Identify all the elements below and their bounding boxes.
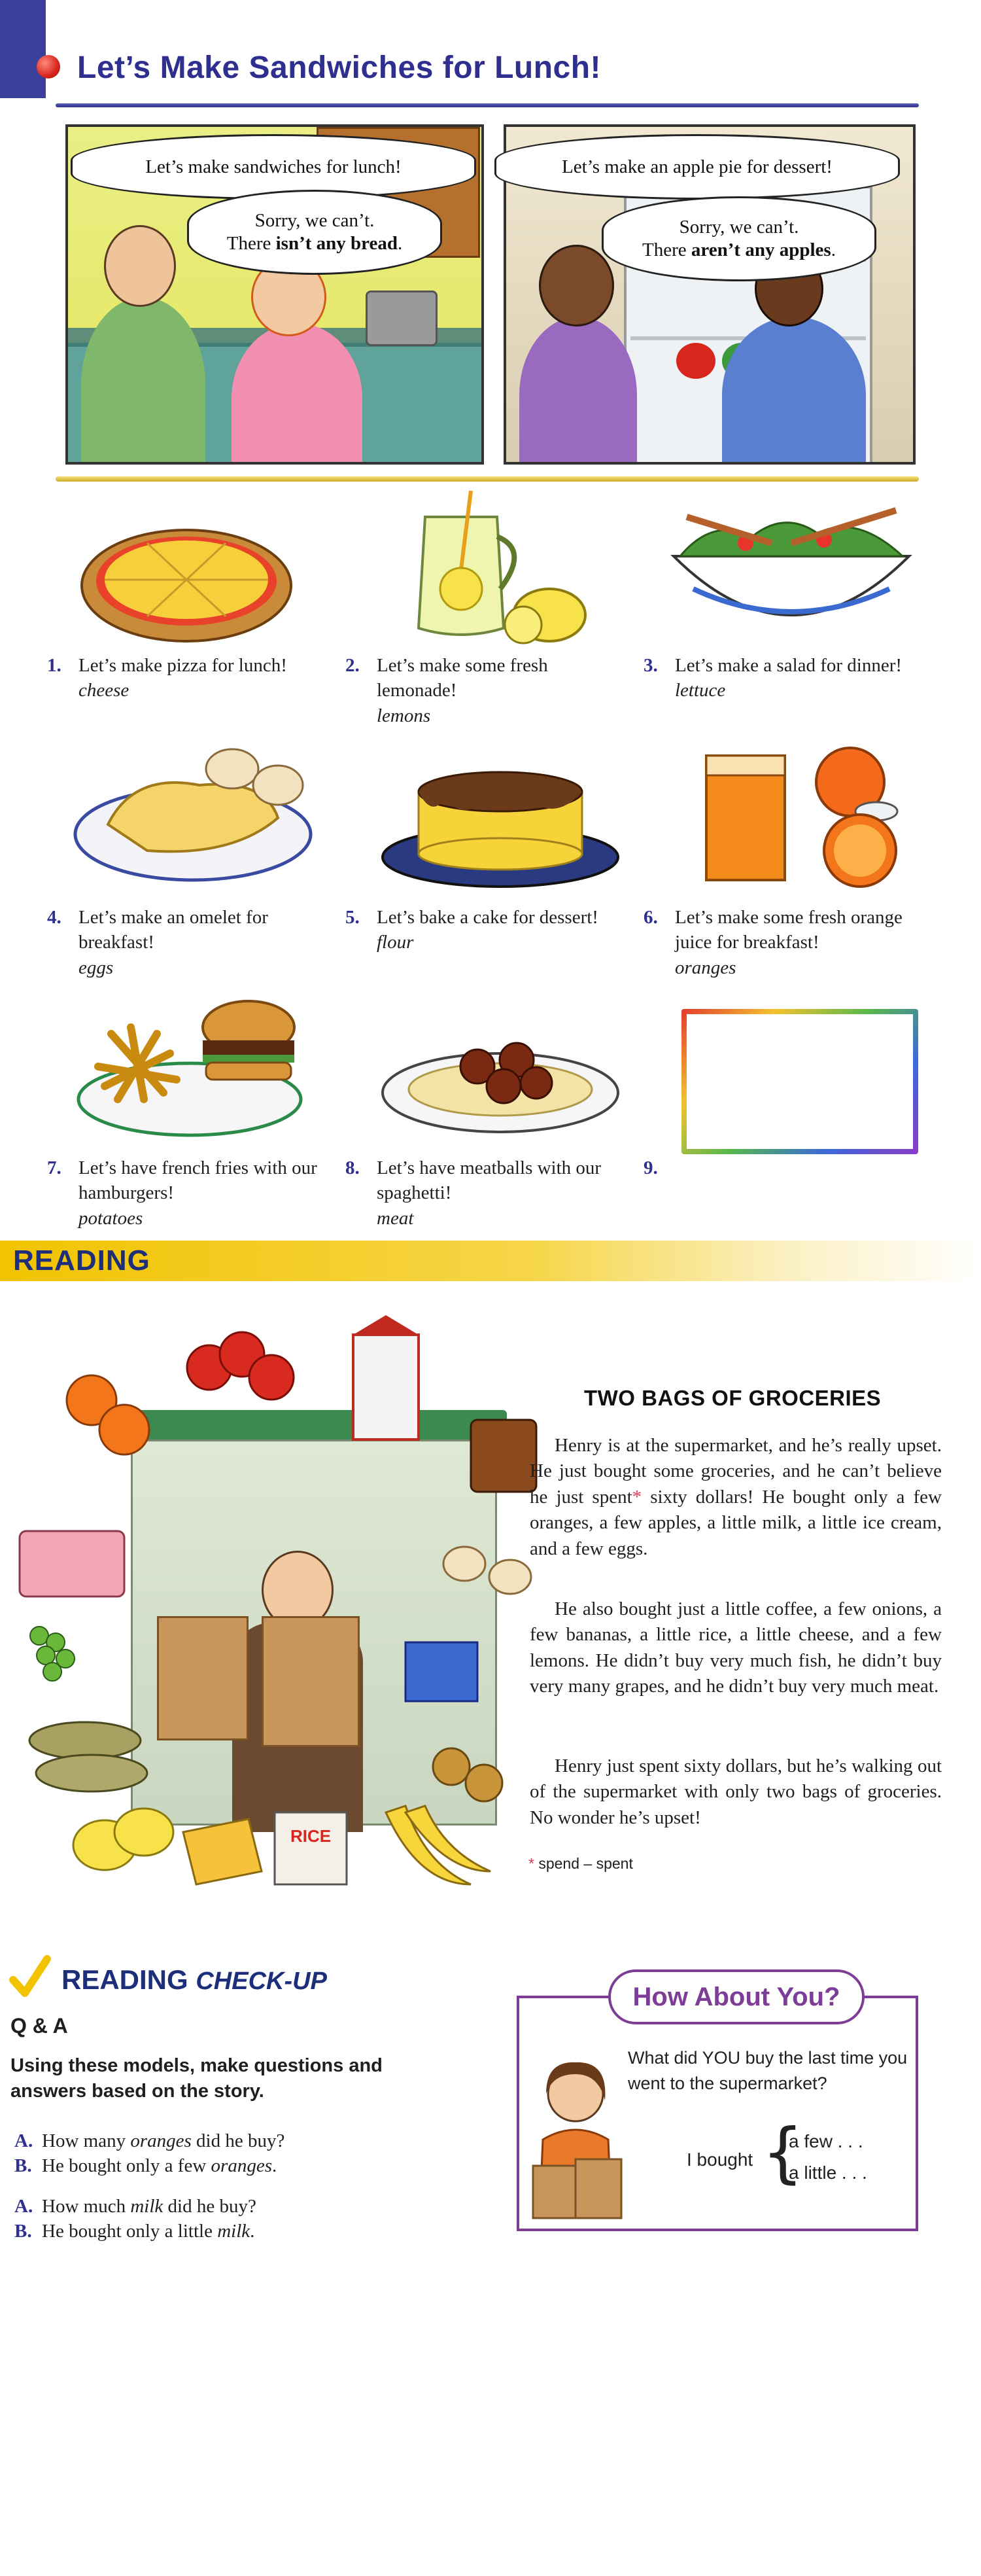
caption-hint: eggs: [78, 957, 114, 978]
story-text: He also bought just a little coffee, a few onions, a few bananas, a little rice, a little cheese, and a few lemons. He didn’t buy very much fish, he didn’t buy very many grapes, and he didn’t buy very much meat.: [530, 1598, 942, 1697]
blank-picture-box: [681, 1009, 918, 1154]
item-number: 1.: [47, 655, 61, 676]
brace-icon: {: [762, 2114, 804, 2191]
option-a-few: a few . . .: [789, 2131, 863, 2151]
model-line: [14, 2219, 255, 2244]
caption-text: Let’s make pizza for lunch!: [78, 655, 287, 676]
story-paragraph-1: [530, 1433, 942, 1562]
food-caption-5: [345, 905, 612, 955]
story-title: TWO BAGS OF GROCERIES: [584, 1386, 882, 1410]
model-label: A.: [14, 2196, 33, 2217]
checkmark-icon: [9, 1955, 51, 2001]
model-text: How much: [42, 2196, 131, 2217]
title-tab: [0, 0, 46, 98]
rice-label: RICE: [290, 1826, 332, 1846]
option-a-little: a little . . .: [789, 2162, 867, 2183]
story-paragraph-2: [530, 1597, 942, 1700]
model-italic: oranges: [130, 2130, 192, 2151]
model-text: He bought only a few: [42, 2155, 211, 2176]
model-label: B.: [14, 2221, 32, 2242]
bubble-text: [227, 209, 403, 255]
bubble-bold: bread: [351, 233, 398, 254]
omelet-icon: [69, 746, 317, 883]
caption-hint: meat: [377, 1207, 414, 1229]
section-rule: [56, 476, 919, 482]
speech-bubble-no-apples: [602, 196, 876, 281]
model-italic: milk: [130, 2196, 164, 2217]
checkup-instructions: Using these models, make questions and answers based on the story.: [10, 2055, 383, 2102]
bubble-space: [774, 239, 779, 260]
model-text: did he buy?: [191, 2130, 285, 2151]
item-number: 7.: [47, 1157, 61, 1178]
caption-hint: cheese: [78, 680, 129, 701]
caption-hint: lettuce: [675, 680, 726, 701]
lemonade-icon: [399, 491, 595, 648]
caption-text: Let’s make an omelet for breakfast!: [78, 907, 268, 953]
caption-text: Let’s make a salad for dinner!: [675, 655, 903, 676]
caption-text: Let’s make some fresh orange juice for breakfast!: [675, 907, 903, 953]
model-line: [14, 2128, 285, 2153]
footnote-text: spend – spent: [534, 1855, 633, 1872]
checkup-title-italic: CHECK-UP: [196, 1967, 327, 1995]
reading-heading: READING: [13, 1244, 150, 1277]
model-text: How many: [42, 2130, 131, 2151]
food-caption-8: [345, 1156, 619, 1231]
woman-with-groceries-icon: [526, 2055, 625, 2225]
bubble-end: .: [398, 233, 403, 254]
bubble-line: There: [642, 239, 691, 260]
caption-text: Let’s have french fries with our hamburgers!: [78, 1157, 317, 1204]
caption-text: Let’s have meatballs with our spaghetti!: [377, 1157, 602, 1204]
story-text: sixty dollars! He bought only a few oranges, a few apples, a little milk, a little ice cream, and a few eggs.: [530, 1486, 942, 1559]
bubble-end: .: [831, 239, 836, 260]
bubble-bold: apples: [779, 239, 831, 260]
checkup-title-main: READING: [61, 1964, 188, 1995]
model-line: [14, 2194, 256, 2219]
story-text: Henry is at the supermarket, and he’s really upset. He just bought some groceries, and he can’t believe he just spent: [530, 1435, 942, 1508]
food-caption-4: [47, 905, 314, 980]
model-text: did he buy?: [163, 2196, 256, 2217]
model-text: .: [250, 2221, 255, 2242]
model-line: [14, 2153, 277, 2178]
speech-bubble-sandwiches: [71, 134, 476, 200]
model-text: .: [271, 2155, 277, 2176]
caption-hint: lemons: [377, 705, 431, 726]
bubble-space: [346, 233, 351, 254]
speech-bubble-apple-pie: [494, 134, 900, 200]
pizza-icon: [75, 504, 298, 648]
bubble-text: [642, 216, 836, 262]
item-number: 4.: [47, 907, 61, 928]
model-italic: oranges: [211, 2155, 272, 2176]
item-number: 2.: [345, 655, 360, 676]
footnote-marker: *: [528, 1855, 534, 1872]
item-number: 9.: [644, 1157, 658, 1178]
speech-bubble-no-bread: [187, 190, 442, 275]
model-label: B.: [14, 2155, 32, 2176]
caption-hint: oranges: [675, 957, 736, 978]
bubble-line: There: [226, 233, 276, 254]
food-caption-3: [644, 653, 917, 703]
item-number: 3.: [644, 655, 658, 676]
footnote-marker: *: [632, 1486, 642, 1508]
orange-juice-icon: [693, 746, 916, 890]
fries-burger-icon: [72, 995, 307, 1138]
item-number: 5.: [345, 907, 360, 928]
model-label: A.: [14, 2130, 33, 2151]
cake-icon: [379, 759, 621, 890]
caption-text: Let’s make some fresh lemonade!: [377, 655, 548, 701]
how-about-you-question: What did YOU buy the last time you went to the supermarket?: [628, 2048, 908, 2094]
i-bought-label: I bought: [687, 2149, 753, 2170]
story-paragraph-3: [530, 1754, 942, 1831]
bubble-line: Sorry, we can’t.: [679, 217, 799, 238]
bubble-text: Let’s make an apple pie for dessert!: [562, 156, 833, 177]
salad-icon: [661, 504, 922, 648]
title-rule: [56, 103, 919, 107]
bubble-text: Let’s make sandwiches for lunch!: [145, 156, 402, 177]
spaghetti-icon: [379, 1021, 621, 1138]
item-number: 8.: [345, 1157, 360, 1178]
item-number: 6.: [644, 907, 658, 928]
page-title: Let’s Make Sandwiches for Lunch!: [77, 50, 602, 85]
food-caption-6: [644, 905, 923, 980]
checkup-title: [61, 1964, 327, 1996]
model-italic: milk: [217, 2221, 250, 2242]
food-caption-2: [345, 653, 612, 728]
footnote: [528, 1855, 633, 1873]
caption-hint: potatoes: [78, 1207, 143, 1229]
food-caption-1: [47, 653, 314, 703]
caption-text: Let’s bake a cake for dessert!: [377, 907, 598, 928]
caption-hint: flour: [377, 932, 414, 953]
bullet-icon: [37, 55, 60, 79]
qa-heading: Q & A: [10, 2014, 68, 2038]
story-text: Henry just spent sixty dollars, but he’s walking out of the supermarket with only two bags of groceries. No wonder he’s upset!: [530, 1756, 942, 1828]
bubble-bold: isn’t any: [275, 233, 346, 254]
model-text: He bought only a little: [42, 2221, 218, 2242]
food-caption-7: [47, 1156, 327, 1231]
bubble-bold: aren’t any: [691, 239, 775, 260]
bubble-line: Sorry, we can’t.: [254, 210, 375, 232]
how-about-you-badge: How About You?: [608, 1969, 865, 2024]
